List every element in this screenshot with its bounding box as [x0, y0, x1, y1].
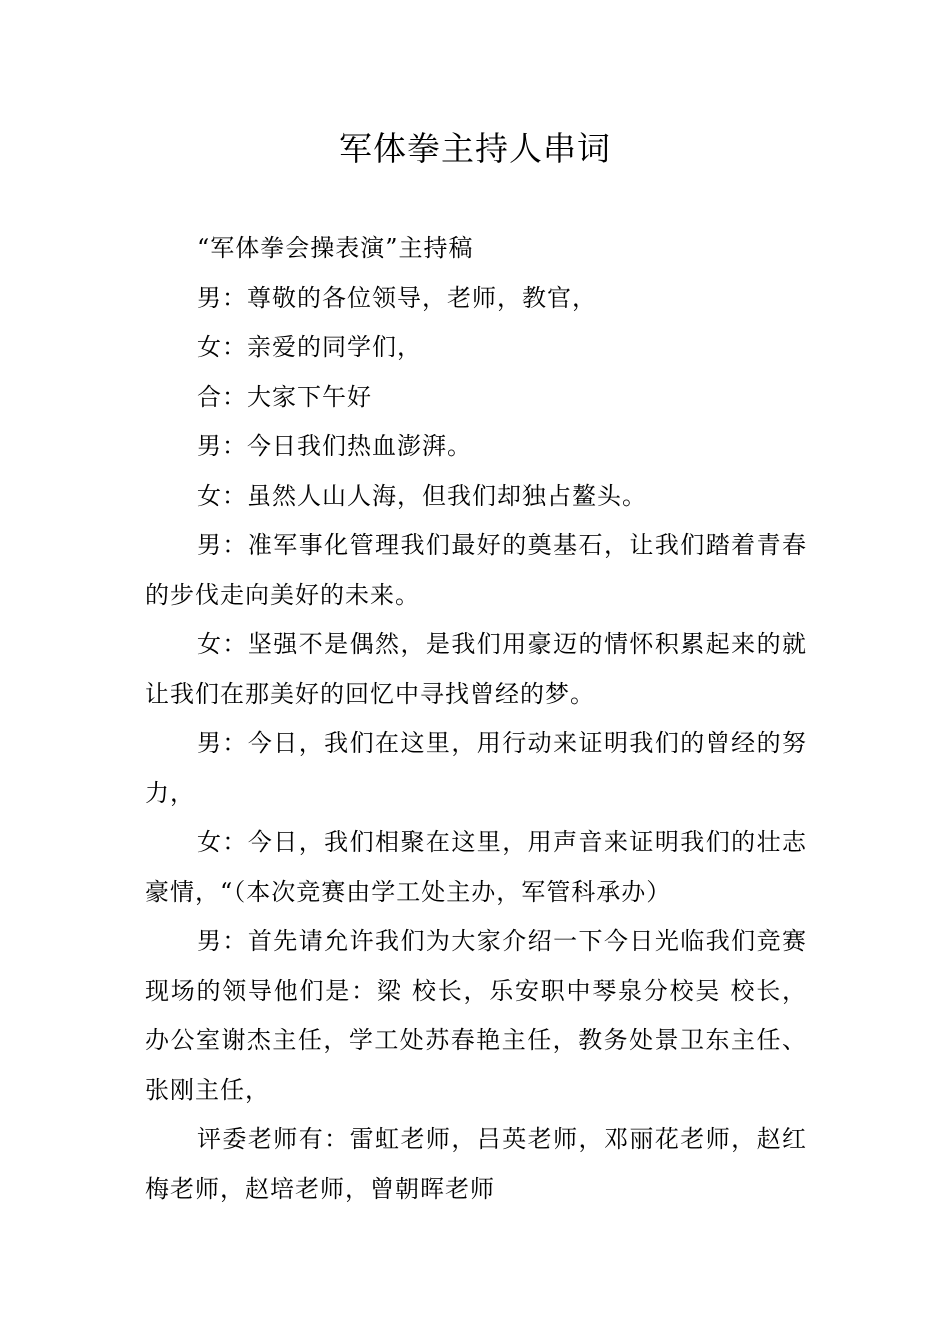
- document-body: [145, 224, 807, 1214]
- paragraph: 男：准军事化管理我们最好的奠基石，让我们踏着青春的步伐走向美好的未来。: [145, 531, 807, 609]
- paragraph: 女：今日，我们相聚在这里，用声音来证明我们的壮志豪情，“（本次竞赛由学工处主办，军管科承办）: [145, 828, 807, 906]
- paragraph: 男：首先请允许我们为大家介绍一下今日光临我们竞赛现场的领导他们是：梁 校长，乐安职中琴泉分校吴 校长，办公室谢杰主任，学工处苏春艳主任，教务处景卫东主任、张刚主任，: [145, 927, 807, 1104]
- paragraph: 女：亲爱的同学们，: [197, 333, 422, 361]
- paragraph: 男：今日我们热血澎湃。: [197, 432, 472, 460]
- paragraph: 合：大家下午好: [197, 382, 372, 411]
- paragraph: 女：坚强不是偶然，是我们用豪迈的情怀积累起来的就让我们在那美好的回忆中寻找曾经的梦。: [145, 630, 807, 708]
- paragraph: 男：今日，我们在这里，用行动来证明我们的曾经的努力，: [145, 729, 807, 807]
- document-title: 军体拳主持人串词: [339, 129, 611, 168]
- paragraph-script-heading: “军体拳会操表演”主持稿: [197, 234, 474, 262]
- paragraph: 男：尊敬的各位领导，老师，教官，: [197, 283, 597, 312]
- paragraph: 女：虽然人山人海，但我们却独占鳌头。: [197, 481, 647, 510]
- paragraph: 评委老师有：雷虹老师，吕英老师，邓丽花老师，赵红梅老师，赵培老师，曾朝晖老师: [145, 1125, 807, 1203]
